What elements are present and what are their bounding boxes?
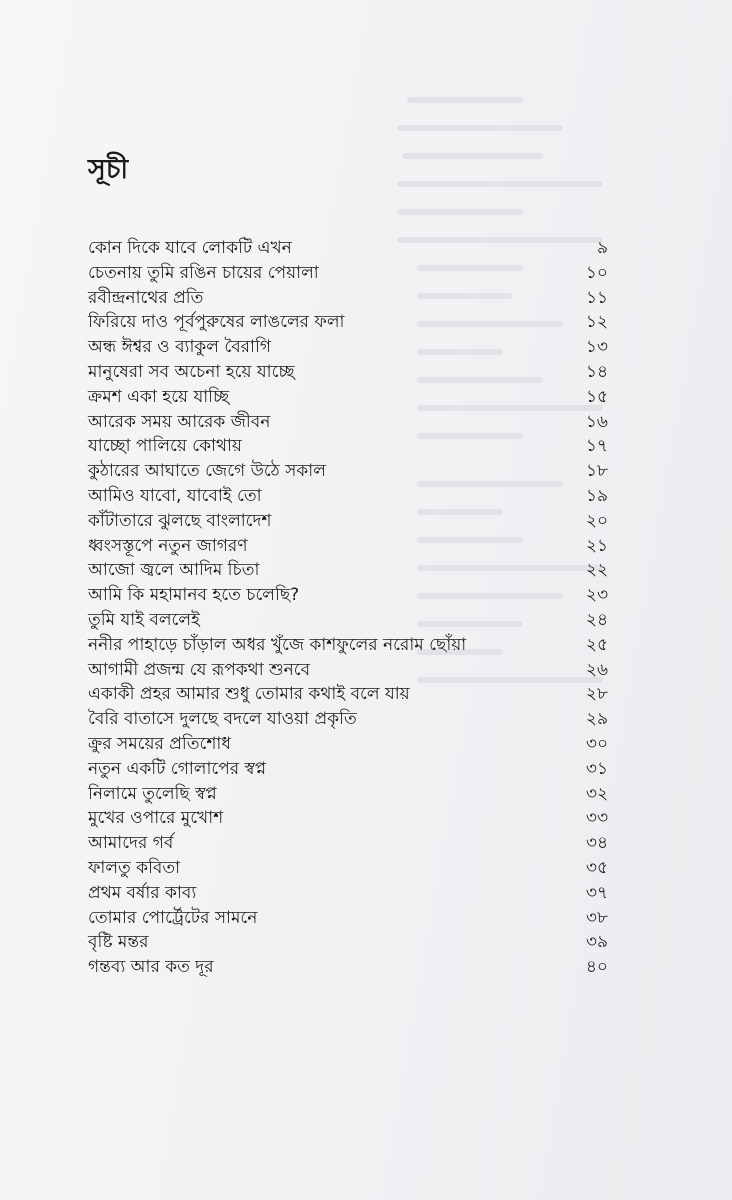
toc-entry-page: ৩০ [585,733,608,754]
toc-entry-page: ৯ [596,238,608,258]
toc-entry-page: ১৩ [585,337,608,358]
toc-entry [88,583,608,608]
toc-entry-page: ৩২ [585,783,608,804]
toc-entry-page: ২১ [585,535,608,556]
toc-entry-title: তুমি যাই বললেই [88,609,200,630]
toc-entry [88,558,608,583]
toc-entry-title: গন্তব্য আর কত দূর [88,957,214,978]
toc-entry-page: ২৯ [585,709,608,730]
toc-entry-title: ননীর পাহাড়ে চাঁড়াল অধর খুঁজে কাশফুলের নরোম ছোঁয়া [88,634,467,655]
toc-entry [88,806,608,831]
toc-entry-title: ফালতু কবিতা [88,857,181,878]
toc-entry-title: আগামী প্রজন্ম যে রূপকথা শুনবে [88,659,311,680]
toc-entry [88,286,608,311]
toc-entry [88,310,608,335]
toc-entry-title: নিলামে তুলেছি স্বপ্ন [88,783,217,804]
toc-entry [88,881,608,906]
toc-entry [88,633,608,658]
toc-entry-title: মানুষেরা সব অচেনা হয়ে যাচ্ছে [88,361,295,382]
toc-entry-page: ১৫ [585,386,608,407]
toc-entry-title: চেতনায় তুমি রঙিন চায়ের পেয়ালা [88,262,319,283]
toc-entry [88,509,608,534]
toc-entry-page: ২৪ [585,609,608,630]
toc-entry [88,707,608,732]
toc-entry-page: ২৫ [585,634,608,655]
toc-entry-title: একাকী প্রহর আমার শুধু তোমার কথাই বলে যায় [88,684,410,705]
toc-entry-title: বৃষ্টি মন্তর [88,932,149,953]
toc-entry-page: ৩৭ [585,882,608,903]
toc-entry-page: ১০ [585,262,608,283]
toc-entry [88,484,608,509]
toc-entry-page: ১৯ [585,485,608,506]
toc-entry-page: ২৮ [585,684,608,705]
toc-entry [88,658,608,683]
toc-entry-title: ধ্বংসস্তূপে নতুন জাগরণ [88,535,248,556]
toc-entry-page: ৪০ [585,957,608,978]
toc-entry-title: রবীন্দ্রনাথের প্রতি [88,287,204,308]
toc-entry-page: ৩৯ [585,932,608,953]
toc-entry-title: প্রথম বর্ষার কাব্য [88,882,197,903]
toc-entry-title: আমাদের গর্ব [88,833,174,854]
toc-entry-title: ফিরিয়ে দাও পূর্বপুরুষের লাঙলের ফলা [88,312,345,333]
toc-entry-page: ৩৪ [585,833,608,854]
toc-entry-page: ৩৮ [585,907,608,928]
toc-entry-title: বৈরি বাতাসে দুলছে বদলে যাওয়া প্রকৃতি [88,709,357,730]
toc-entry-title: যাচ্ছো পালিয়ে কোথায় [88,436,242,457]
toc-entry [88,955,608,980]
toc-entry [88,335,608,360]
toc-entry [88,534,608,559]
toc-entry [88,782,608,807]
toc-entry-title: ক্রমশ একা হয়ে যাচ্ছি [88,386,230,407]
toc-entry [88,410,608,435]
toc-entry [88,732,608,757]
toc-entry-page: ১৬ [585,411,608,432]
toc-entry [88,236,608,261]
toc-entry-title: আজো জ্বলে আদিম চিতা [88,560,260,581]
toc-entry [88,608,608,633]
toc-entry-title: কোন দিকে যাবে লোকটি এখন [88,238,292,258]
toc-entry [88,856,608,881]
toc-entry-title: ক্রুর সময়ের প্রতিশোধ [88,733,231,754]
toc-entry-page: ২৬ [585,659,608,680]
toc-entry [88,757,608,782]
toc-entry-page: ২০ [585,510,608,531]
toc-entry-title: আমিও যাবো, যাবোই তো [88,485,262,506]
toc-entry-page: ২৩ [585,585,608,606]
toc-entry-page: ৩৩ [585,808,608,829]
toc-entry [88,360,608,385]
toc-entry-page: ৩৫ [585,857,608,878]
toc-entry-page: ২২ [585,560,608,581]
toc-entry [88,434,608,459]
toc-entry [88,261,608,286]
toc-entry-page: ১৭ [585,436,608,457]
toc-entry-title: অন্ধ ঈশ্বর ও ব্যাকুল বৈরাগি [88,337,271,358]
toc-entry-page: ১২ [585,312,608,333]
toc-entry-page: ১৮ [585,461,608,482]
toc-entry-title: কাঁটাতারে ঝুলছে বাংলাদেশ [88,510,272,531]
toc-entry [88,459,608,484]
toc-entry-title: তোমার পোর্ট্রেটের সামনে [88,907,258,928]
toc-entry-title: মুখের ওপারে মুখোশ [88,808,224,829]
toc-entry-page: ১৪ [585,361,608,382]
toc-entry [88,906,608,931]
toc-entry [88,930,608,955]
toc-entry-title: কুঠারের আঘাতে জেগে উঠে সকাল [88,461,326,482]
toc-entry-title: আমি কি মহামানব হতে চলেছি? [88,585,300,606]
toc-entry-title: নতুন একটি গোলাপের স্বপ্ন [88,758,267,779]
toc-entries [88,236,608,980]
toc-entry [88,682,608,707]
toc-entry [88,831,608,856]
toc-entry-page: ১১ [585,287,608,308]
toc-entry-title: আরেক সময় আরেক জীবন [88,411,271,432]
toc-entry [88,385,608,410]
toc-entry-page: ৩১ [585,758,608,779]
toc-heading: সূচী [88,154,129,185]
table-of-contents [88,150,608,980]
